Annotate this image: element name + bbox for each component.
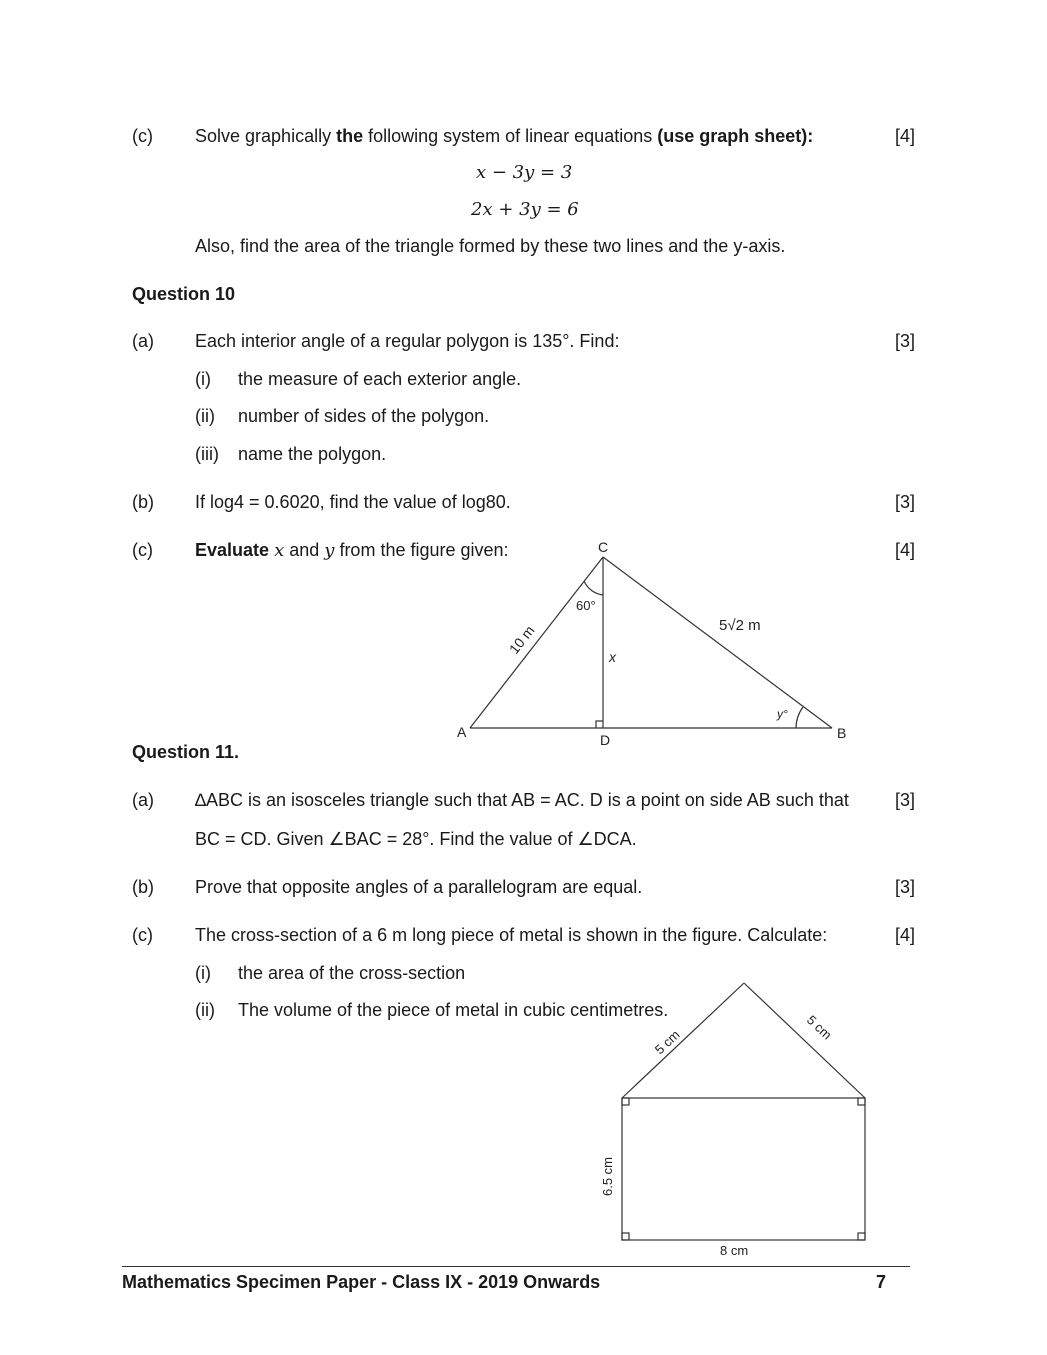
q10a-marks: [3]: [895, 331, 916, 351]
q9c-text-b: the: [336, 126, 364, 146]
footer-divider: [122, 1266, 910, 1267]
roof-right: [744, 983, 865, 1098]
q11c-marks: [4]: [895, 925, 916, 945]
vertex-b: B: [837, 725, 847, 741]
roof-left: [622, 983, 744, 1098]
q10b-marks: [3]: [895, 492, 916, 512]
q11c-label: (c): [132, 925, 153, 945]
footer-title: Mathematics Specimen Paper - Class IX - 2019 Onwards: [122, 1272, 601, 1292]
q10a-label: (a): [132, 331, 154, 351]
q10b-label: (b): [132, 492, 154, 512]
q11c-i-text: the area of the cross-section: [238, 963, 466, 983]
q9c-label: (c): [132, 126, 153, 146]
q11-heading: Question 11.: [132, 742, 240, 762]
corner-mark-tr: [858, 1098, 865, 1105]
q10a-ii-text: number of sides of the polygon.: [238, 406, 490, 426]
q11a-line2: BC = CD. Given ∠BAC = 28°. Find the value of ∠DCA.: [195, 829, 637, 849]
q10c-and: and: [284, 540, 325, 560]
angle-c-label: 60°: [576, 598, 596, 613]
q11b-text: Prove that opposite angles of a parallelogram are equal.: [195, 877, 643, 897]
q10b-text: If log4 = 0.6020, find the value of log80.: [195, 492, 511, 512]
equation-2: 2x + 3y = 6: [471, 199, 579, 220]
q9c-followup: Also, find the area of the triangle formed by these two lines and the y-axis.: [195, 236, 786, 256]
q10c-var-y: y: [324, 540, 335, 561]
width-label: 8 cm: [720, 1243, 749, 1258]
q10c-evaluate: Evaluate: [195, 540, 270, 560]
q10a-ii-label: (ii): [195, 406, 215, 426]
corner-mark-bl: [622, 1233, 629, 1240]
side-ac: [470, 557, 603, 728]
q10c-label: (c): [132, 540, 153, 560]
q11c-ii-label: (ii): [195, 1000, 215, 1020]
angle-y-label: y°: [777, 707, 788, 721]
q11b-marks: [3]: [895, 877, 916, 897]
altitude-x-label: x: [609, 649, 616, 665]
side-cb: [603, 557, 832, 728]
q10-heading: Question 10: [132, 284, 236, 304]
q11a-line1: ∆ABC is an isosceles triangle such that AB = AC. D is a point on side AB such that: [195, 790, 849, 810]
q10c-marks: [4]: [895, 540, 916, 560]
right-angle-mark: [596, 721, 603, 728]
q11c-text: The cross-section of a 6 m long piece of metal is shown in the figure. Calculate:: [195, 925, 828, 945]
side-ac-label: 10 m: [505, 622, 538, 657]
roof-right-label: 5 cm: [803, 1012, 835, 1043]
triangle-figure: [440, 535, 870, 750]
cross-section-figure: [590, 975, 880, 1260]
angle-b-arc: [796, 707, 803, 728]
q11c-ii-text: The volume of the piece of metal in cubic centimetres.: [238, 1000, 669, 1020]
q9c-text: [195, 126, 813, 147]
vertex-a: A: [457, 724, 467, 740]
q9c-text-a: Solve graphically: [195, 126, 337, 146]
q9c-text-c: following system of linear equations: [363, 126, 658, 146]
roof-left-label: 5 cm: [651, 1027, 683, 1058]
q10c-rest: from the figure given:: [334, 540, 509, 560]
q11a-marks: [3]: [895, 790, 916, 810]
angle-c-arc: [584, 581, 603, 595]
height-label: 6.5 cm: [600, 1156, 615, 1196]
side-cb-label: 5√2 m: [719, 617, 761, 634]
vertex-c: C: [598, 539, 609, 555]
q9c-marks: [4]: [895, 126, 916, 146]
equation-1: x − 3y = 3: [476, 162, 573, 183]
q10a-i-text: the measure of each exterior angle.: [238, 369, 522, 389]
q10a-i-label: (i): [195, 369, 211, 389]
vertex-d: D: [600, 732, 611, 748]
q10a-iii-label: (iii): [195, 444, 219, 464]
rectangle-body: [622, 1098, 865, 1240]
q10a-iii-text: name the polygon.: [238, 444, 387, 464]
q11a-label: (a): [132, 790, 154, 810]
q10a-text: Each interior angle of a regular polygon is 135°. Find:: [195, 331, 620, 351]
q11b-label: (b): [132, 877, 154, 897]
corner-mark-tl: [622, 1098, 629, 1105]
page-number: 7: [876, 1272, 887, 1292]
q9c-text-d: (use graph sheet):: [657, 126, 814, 146]
corner-mark-br: [858, 1233, 865, 1240]
q10c-var-x: x: [274, 540, 285, 561]
q11c-i-label: (i): [195, 963, 211, 983]
